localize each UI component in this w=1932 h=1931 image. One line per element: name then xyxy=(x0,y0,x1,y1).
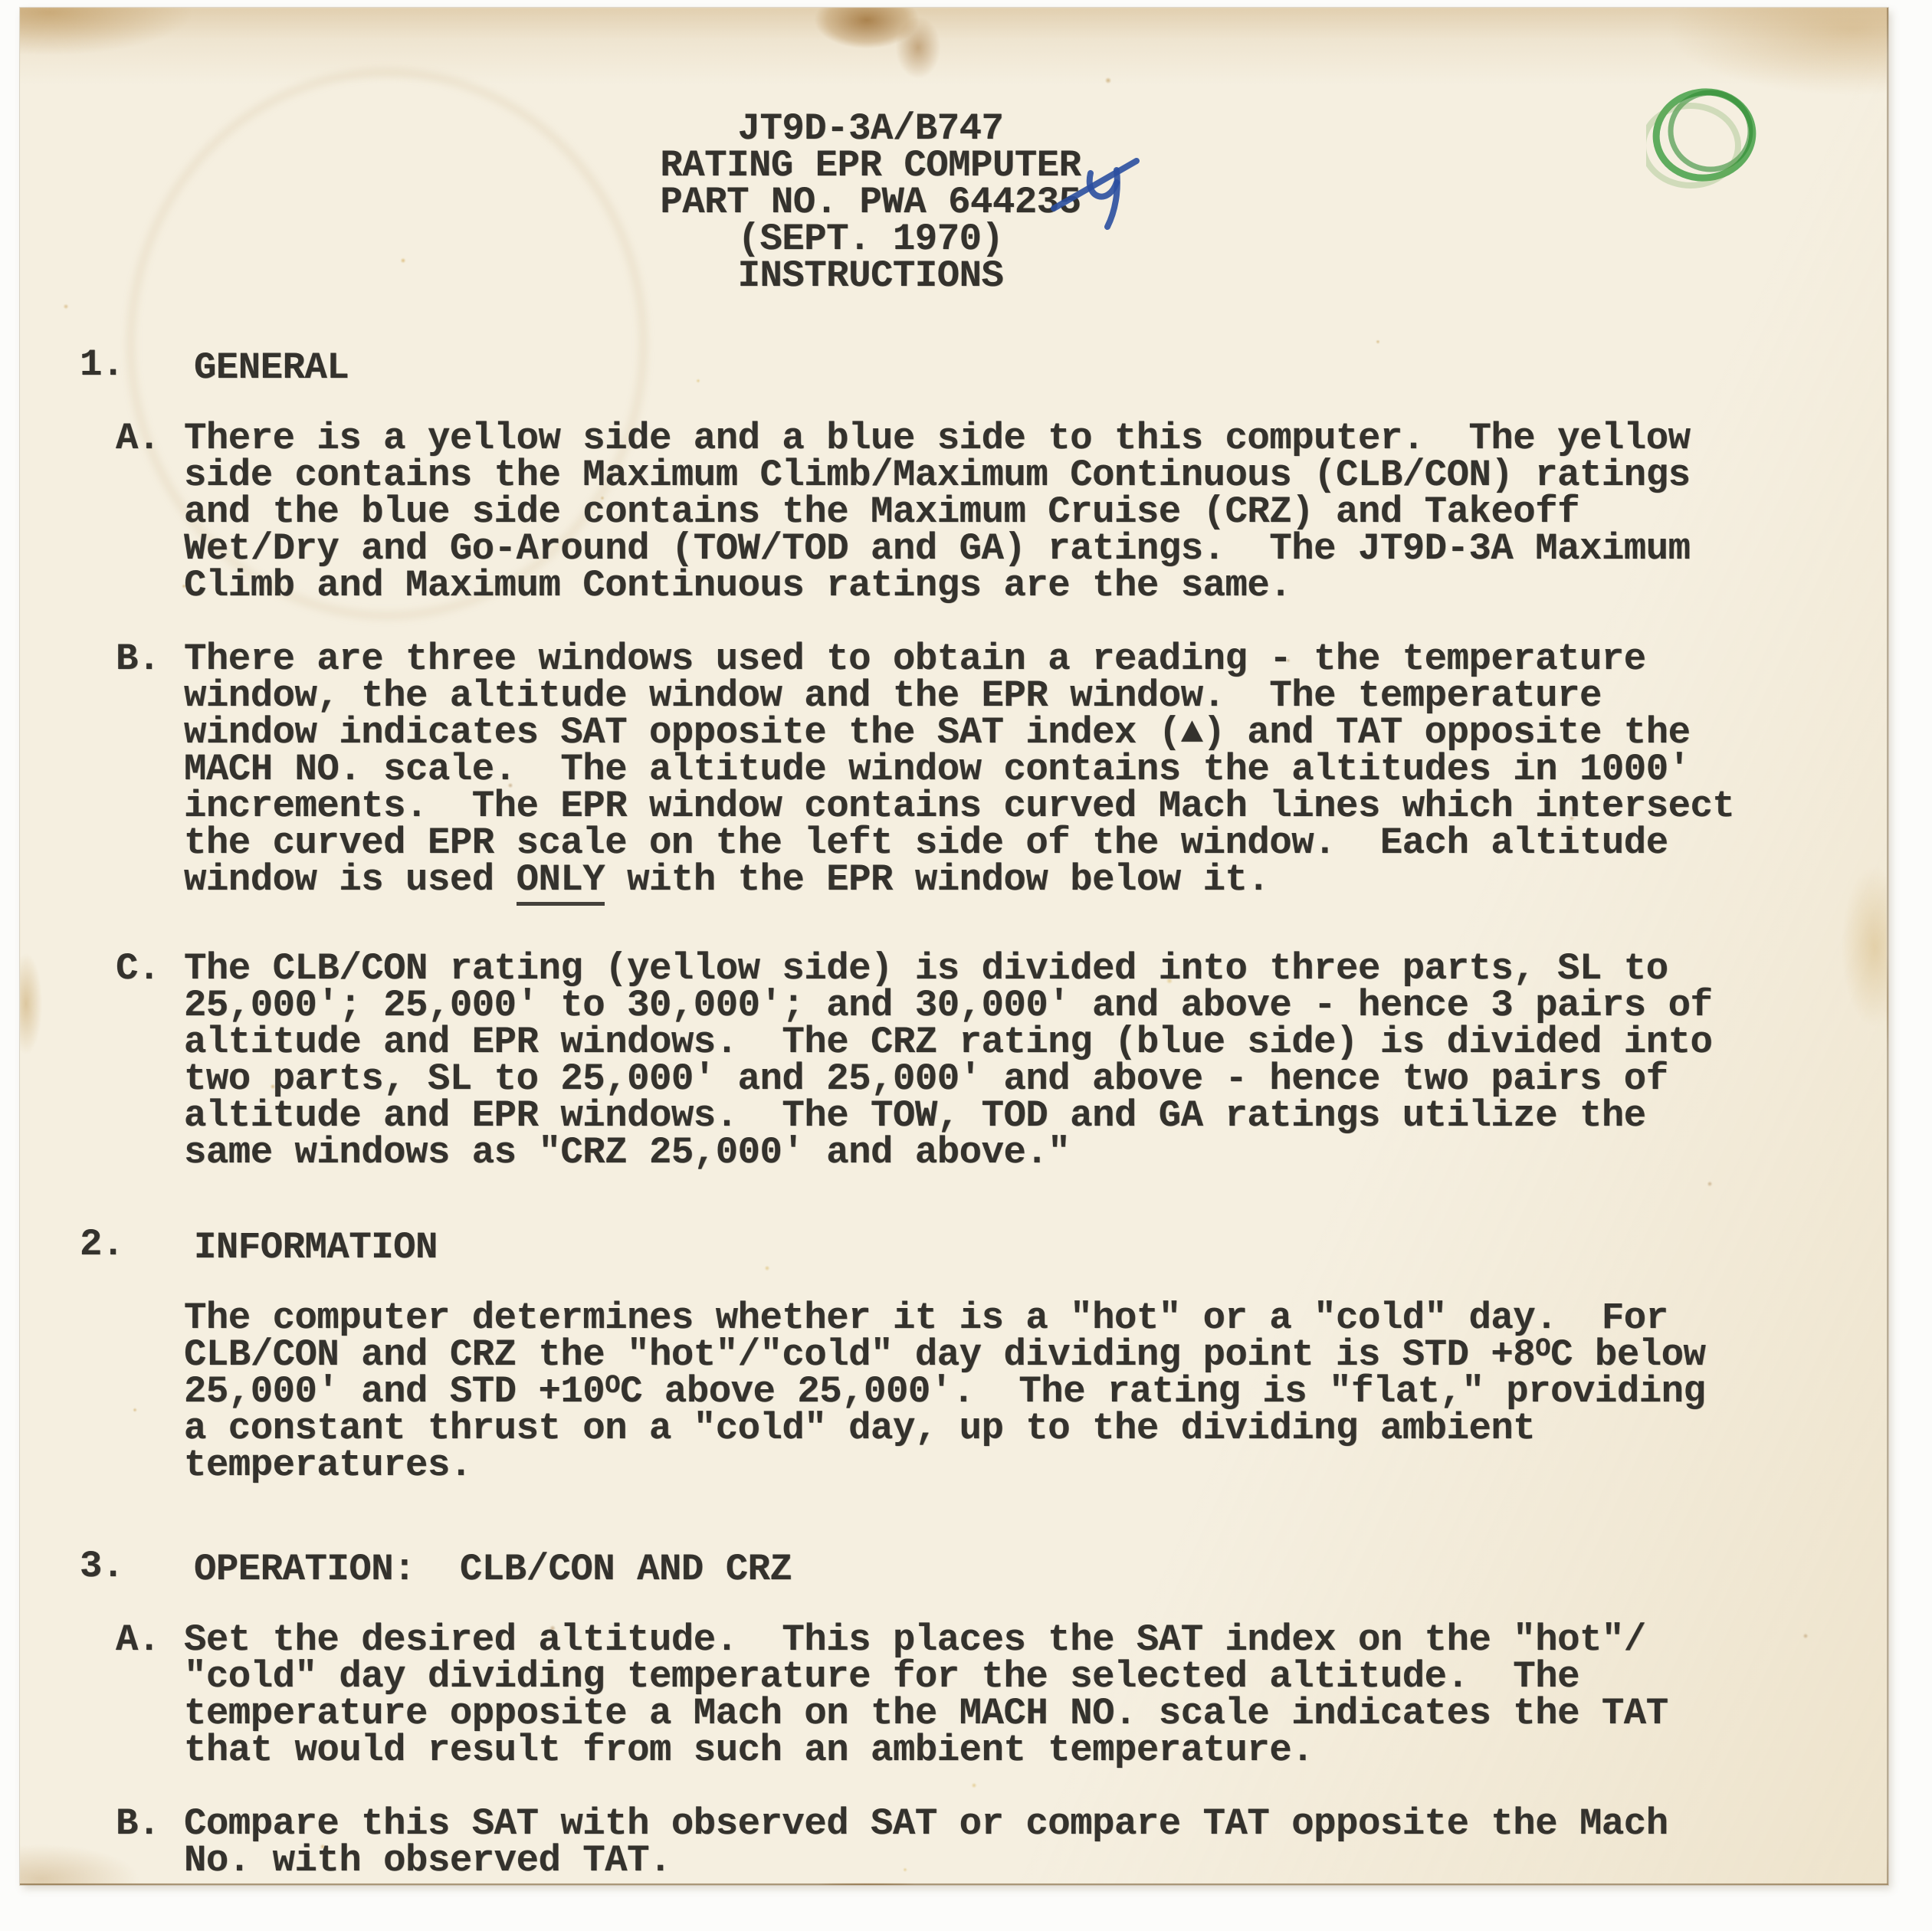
green-ring-stamp xyxy=(1646,84,1769,195)
text-line: MACH NO. scale. The altitude window contains the altitudes in 1000' xyxy=(184,748,1691,791)
text-line: that would result from such an ambient temperature. xyxy=(184,1729,1314,1772)
document-header xyxy=(411,107,1330,297)
text-line: Set the desired altitude. This places the SAT index on the "hot"/ xyxy=(184,1618,1646,1661)
text-segment: window is used xyxy=(184,858,517,901)
text-line: The CLB/CON rating (yellow side) is divided into three parts, SL to xyxy=(184,947,1668,990)
text-line: 25,000' and STD +10OC above 25,000'. The rating is "flat," providing xyxy=(184,1370,1706,1413)
underlined-word: ONLY xyxy=(517,858,605,906)
title-part-number: PART NO. PWA 644235 xyxy=(660,181,1081,224)
text-line: temperature opposite a Mach on the MACH NO. scale indicates the TAT xyxy=(184,1692,1668,1735)
section-title: OPERATION: CLB/CON AND CRZ xyxy=(194,1548,792,1591)
item-label: C. xyxy=(116,947,160,990)
title-model: JT9D-3A/B747 xyxy=(737,107,1004,150)
paragraph-information xyxy=(184,1297,1706,1487)
title-date: (SEPT. 1970) xyxy=(737,218,1004,261)
item-label: A. xyxy=(116,417,160,460)
title-instructions: INSTRUCTIONS xyxy=(737,254,1004,297)
text-line: Compare this SAT with observed SAT or compare TAT opposite the Mach xyxy=(184,1802,1668,1845)
paragraph-3b xyxy=(116,1802,1668,1882)
text-line: window indicates SAT opposite the SAT index (▲) and TAT opposite the xyxy=(184,711,1691,754)
text-segment: 25,000' and STD +10 xyxy=(184,1370,605,1413)
text-segment: C above 25,000'. The rating is "flat," providing xyxy=(620,1370,1706,1413)
text-line: temperatures. xyxy=(184,1444,472,1487)
section-title: INFORMATION xyxy=(194,1226,438,1269)
text-line: There are three windows used to obtain a reading - the temperature xyxy=(184,638,1646,680)
text-segment: CLB/CON and CRZ the "hot"/"cold" day dividing point is STD +8 xyxy=(184,1333,1536,1376)
item-label: A. xyxy=(116,1618,160,1661)
text-line: increments. The EPR window contains curved Mach lines which intersect xyxy=(184,785,1735,828)
text-line: Climb and Maximum Continuous ratings are the same. xyxy=(184,564,1292,607)
text-line: same windows as "CRZ 25,000' and above." xyxy=(184,1131,1071,1174)
item-label: B. xyxy=(116,638,160,680)
text-line: Wet/Dry and Go-Around (TOW/TOD and GA) ratings. The JT9D-3A Maximum xyxy=(184,527,1691,570)
paragraph-1a xyxy=(116,417,1691,607)
text-line: side contains the Maximum Climb/Maximum Continuous (CLB/CON) ratings xyxy=(184,454,1691,497)
text-line: There is a yellow side and a blue side to this computer. The yellow xyxy=(184,417,1691,460)
item-label: B. xyxy=(116,1802,160,1845)
text-line: the curved EPR scale on the left side of the window. Each altitude xyxy=(184,821,1668,864)
paragraph-1c xyxy=(116,947,1713,1174)
text-line: and the blue side contains the Maximum Cruise (CRZ) and Takeoff xyxy=(184,490,1580,533)
paragraph-3a xyxy=(116,1618,1668,1772)
text-line: altitude and EPR windows. The CRZ rating (blue side) is divided into xyxy=(184,1021,1713,1064)
text-segment: C below xyxy=(1550,1333,1706,1376)
text-line: two parts, SL to 25,000' and 25,000' and above - hence two pairs of xyxy=(184,1057,1668,1100)
section-heading-general xyxy=(80,343,349,389)
section-heading-information xyxy=(80,1223,438,1269)
section-number: 1. xyxy=(80,343,124,386)
text-line: window, the altitude window and the EPR window. The temperature xyxy=(184,674,1602,717)
section-title: GENERAL xyxy=(194,346,349,389)
text-line: "cold" day dividing temperature for the selected altitude. The xyxy=(184,1655,1580,1698)
text-line: CLB/CON and CRZ the "hot"/"cold" day dividing point is STD +8OC below xyxy=(184,1333,1706,1376)
text-line: No. with observed TAT. xyxy=(184,1839,671,1882)
handwritten-correction xyxy=(1046,155,1146,239)
paragraph-1b xyxy=(116,638,1735,901)
text-line: a constant thrust on a "cold" day, up to the dividing ambient xyxy=(184,1407,1536,1450)
text-segment: with the EPR window below it. xyxy=(605,858,1270,901)
section-heading-operation xyxy=(80,1545,792,1591)
text-line xyxy=(184,858,1734,901)
text-line: 25,000'; 25,000' to 30,000'; and 30,000' and above - hence 3 pairs of xyxy=(184,984,1713,1027)
section-number: 3. xyxy=(80,1545,124,1588)
section-number: 2. xyxy=(80,1223,124,1266)
text-line: altitude and EPR windows. The TOW, TOD and GA ratings utilize the xyxy=(184,1094,1646,1137)
text-line: The computer determines whether it is a "hot" or a "cold" day. For xyxy=(184,1297,1668,1339)
title-device: RATING EPR COMPUTER xyxy=(660,144,1081,187)
